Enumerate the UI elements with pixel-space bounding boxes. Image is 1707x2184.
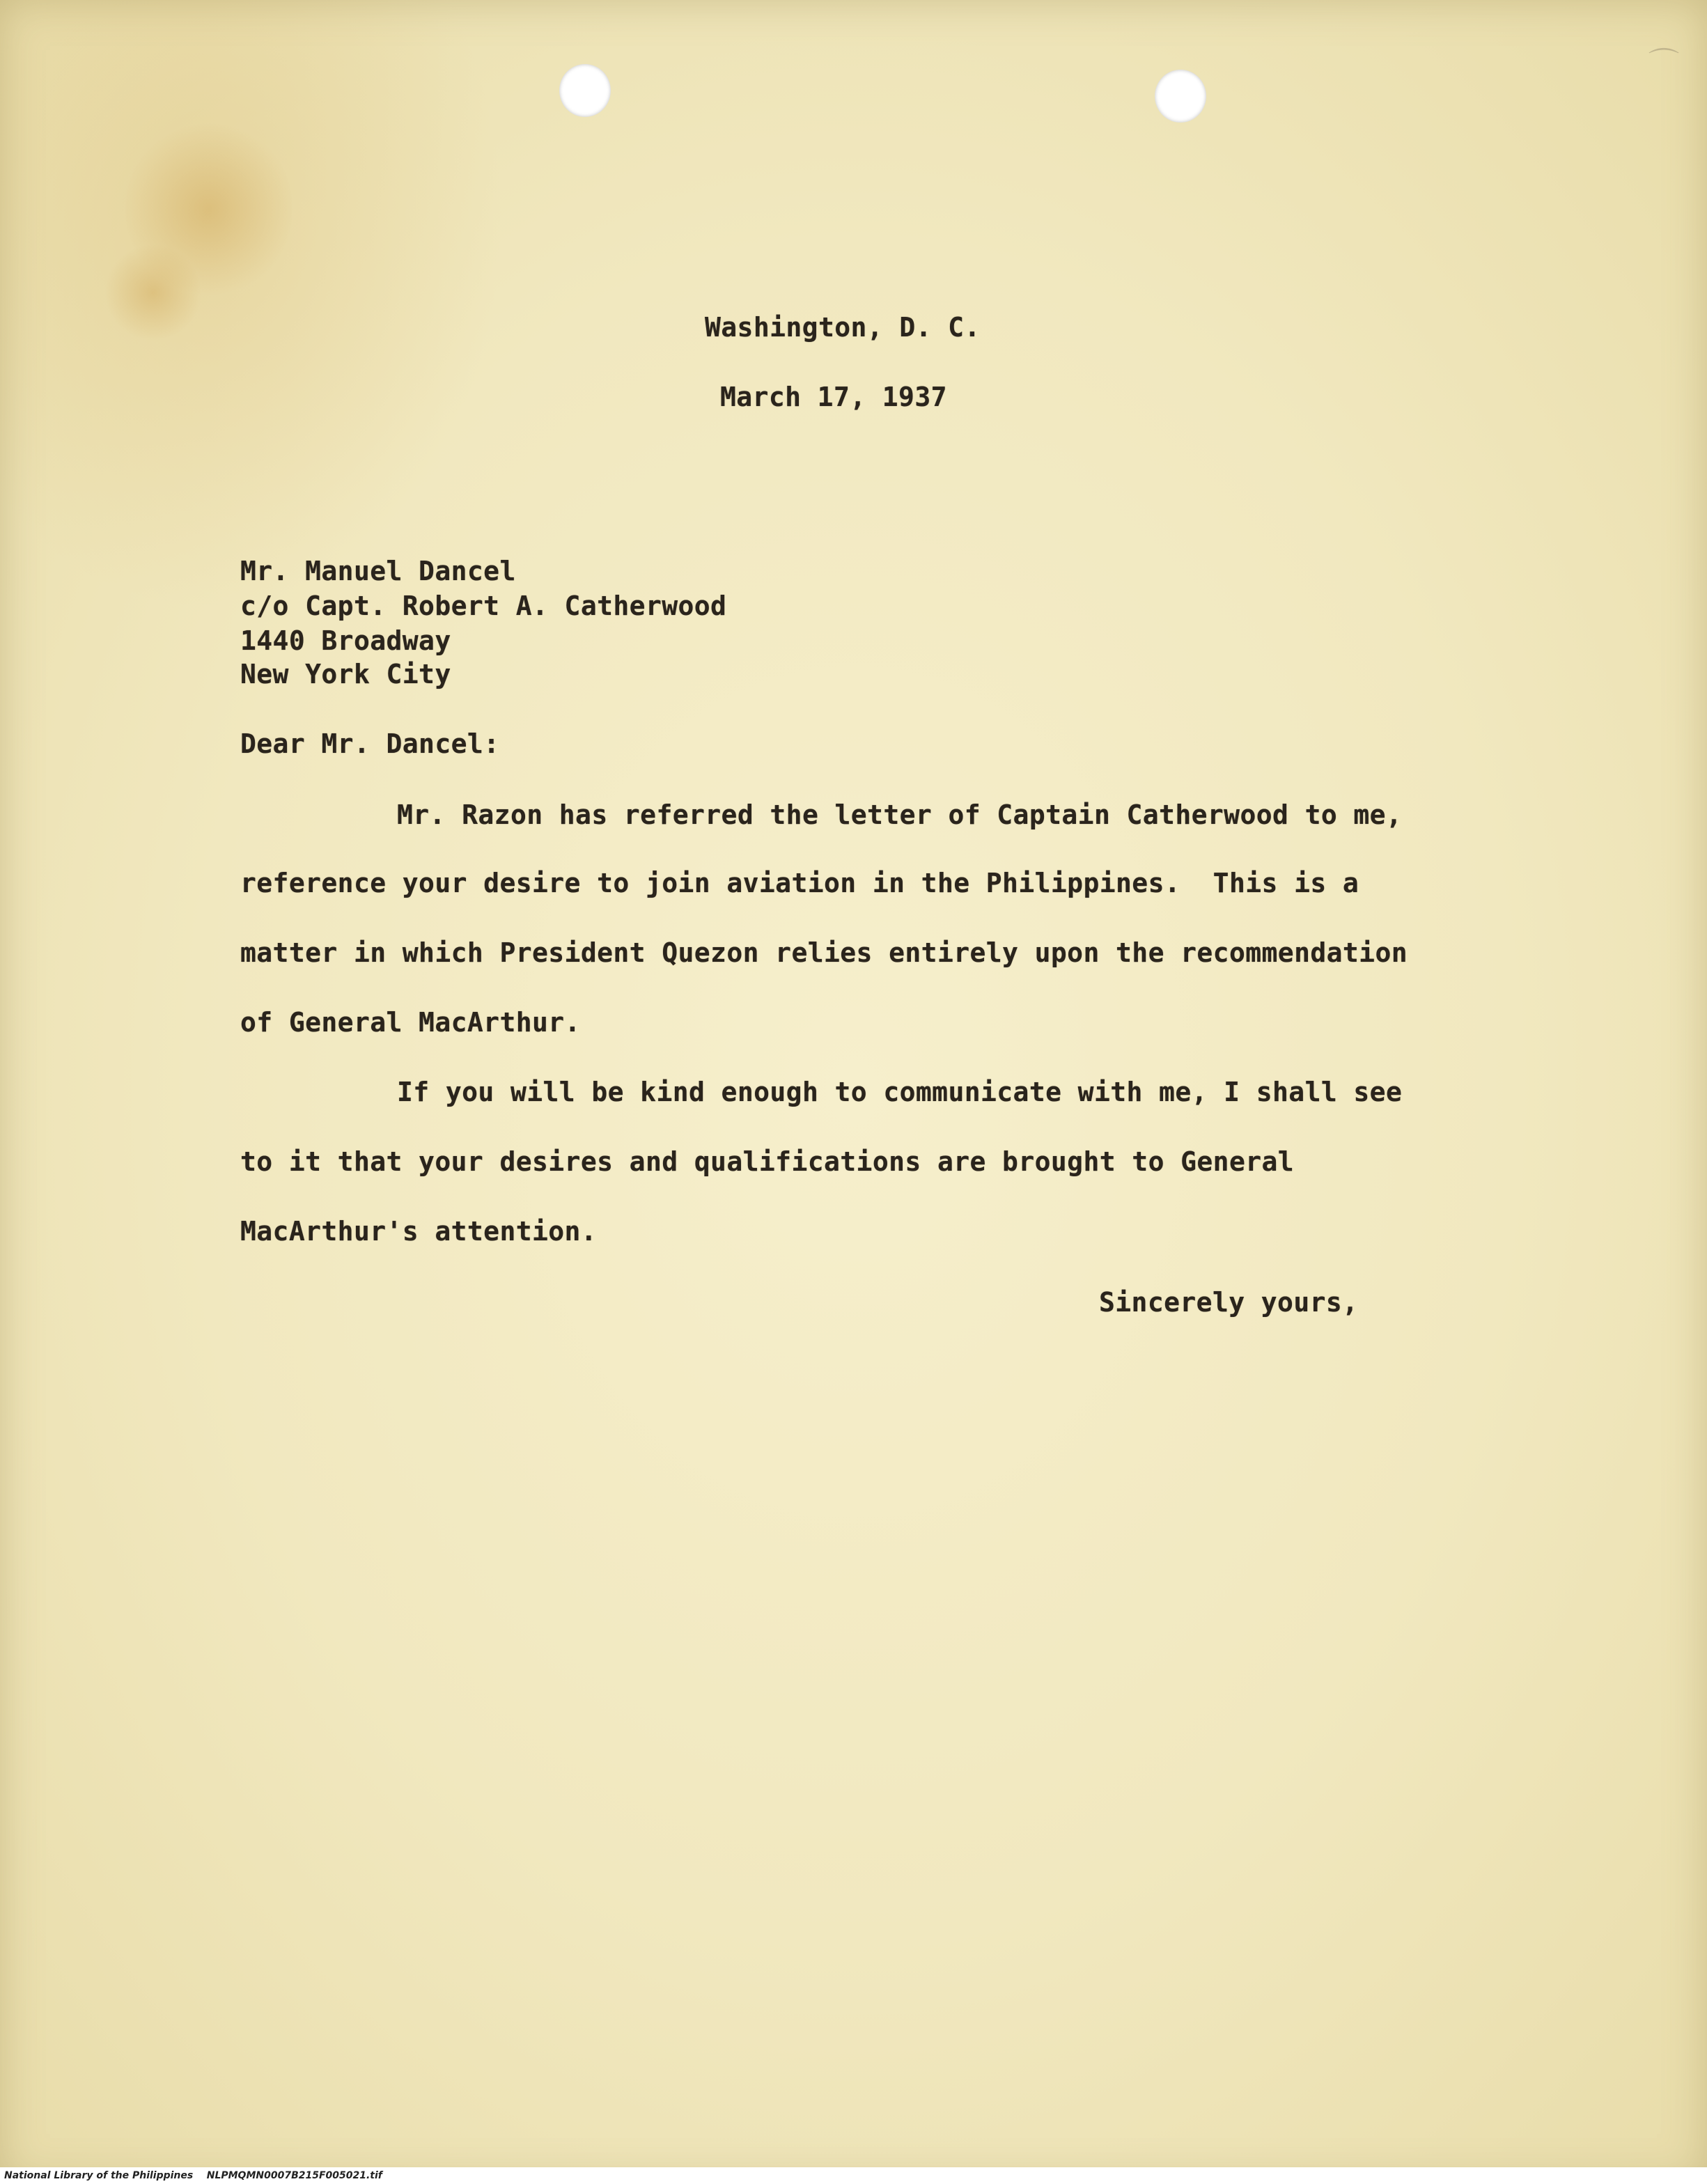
paragraph2-line: MacArthur's attention. — [240, 1216, 598, 1247]
corner-mark: ⌒ — [1648, 46, 1679, 81]
salutation: Dear Mr. Dancel: — [240, 728, 500, 759]
paragraph1-line: matter in which President Quezon relies entirely upon the recommendation — [240, 937, 1408, 968]
letter-place: Washington, D. C. — [705, 312, 981, 343]
paragraph1-line: reference your desire to join aviation in the Philippines. This is a — [240, 868, 1359, 898]
punch-hole-left — [559, 64, 611, 117]
closing: Sincerely yours, — [1099, 1287, 1359, 1318]
paper-stain — [104, 244, 202, 341]
punch-hole-right — [1155, 70, 1206, 123]
address-line-city: New York City — [240, 659, 451, 689]
paragraph1-line: Mr. Razon has referred the letter of Captain Catherwood to me, — [397, 800, 1403, 830]
paragraph2-line: to it that your desires and qualifications are brought to General — [240, 1146, 1295, 1177]
paragraph2-line: If you will be kind enough to communicate with me, I shall see — [397, 1077, 1403, 1107]
letter-date: March 17, 1937 — [720, 382, 947, 412]
scan-footer — [0, 2167, 1707, 2184]
address-line-care-of: c/o Capt. Robert A. Catherwood — [240, 591, 727, 621]
scan-label: National Library of the Philippines NLPMQMN0007B215F005021.tif — [4, 2170, 382, 2181]
address-line-street: 1440 Broadway — [240, 625, 451, 656]
address-line-name: Mr. Manuel Dancel — [240, 556, 516, 586]
paragraph1-line: of General MacArthur. — [240, 1007, 581, 1038]
